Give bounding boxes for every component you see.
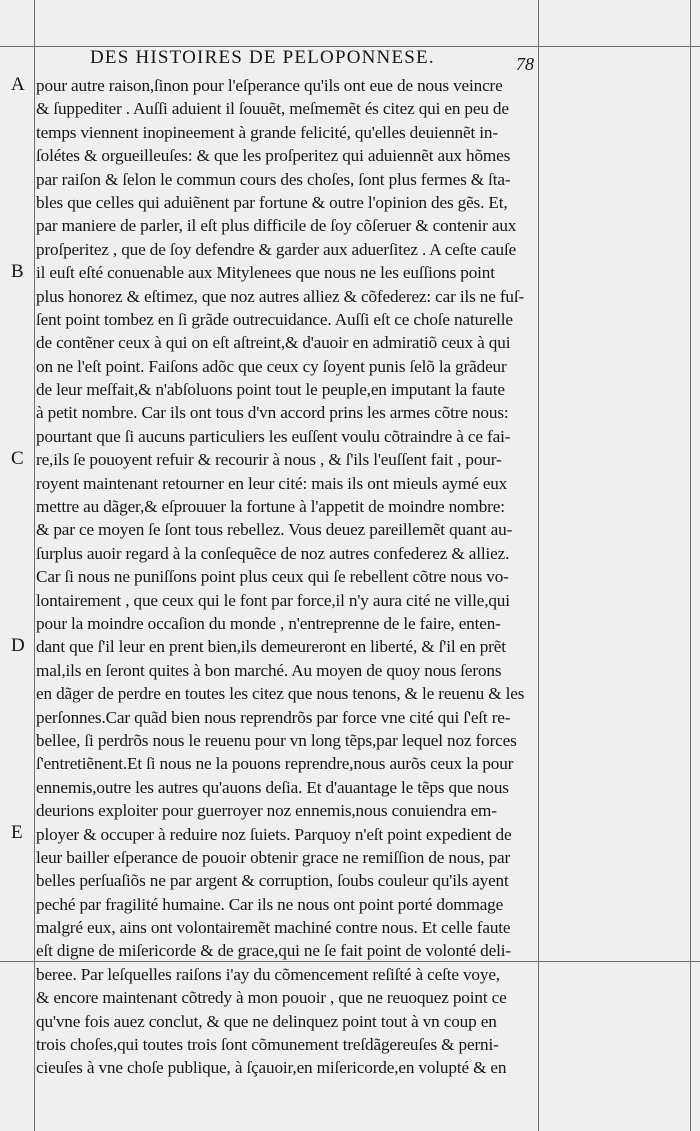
text-line: & par ce moyen ſe ſont tous rebellez. Vous deuez pareillemẽt quant au- (36, 520, 513, 540)
text-line: mal,ils en ſeront quites à bon marché. Au moyen de quoy nous ſerons (36, 660, 502, 680)
text-line: & ſuppediter . Auſſi aduient il ſouuẽt, meſmemẽt és citez qui en peu de (36, 99, 509, 119)
text-line: de contẽner ceux à qui on eſt aſtreint,& d'auoir en admiratiõ ceux à qui (36, 333, 511, 353)
margin-letter-c: C (11, 448, 24, 469)
text-line: mettre au dãger,& eſprouuer la fortune à l'appetit de moindre nombre: (36, 497, 505, 517)
text-line: bellee, ſi perdrõs nous le reuenu pour vn long tẽps,par lequel noz forces (36, 730, 517, 750)
text-line: re,ils ſe pouoyent refuir & recourir à nous , & ſ'ils l'euſſent fait , pour- (36, 450, 502, 470)
text-line: ſolétes & orgueilleuſes: & que les proſperitez qui aduiennẽt aux hõmes (36, 146, 511, 166)
text-line: dant que ſ'il leur en prent bien,ils demeureront en liberté, & ſ'il en prẽt (36, 637, 506, 657)
text-line: beree. Par leſquelles raiſons i'ay du cõmencement reſiſté à ceſte voye, (36, 964, 500, 984)
running-head: DES HISTOIRES DE PELOPONNESE. (90, 47, 435, 68)
margin-letter-d: D (11, 635, 25, 656)
text-line: proſperitez , que de ſoy defendre & garder aux aduerſitez . A ceſte cauſe (36, 239, 517, 259)
text-line: ennemis,outre les autres qu'auons deſia. Et d'auantage le tẽps que nous (36, 777, 509, 797)
text-line: malgré eux, ains ont volontairemẽt machiné contre nous. Et celle faute (36, 918, 511, 938)
text-line: en dãger de perdre en toutes les citez que nous tenons, & le reuenu & les (36, 684, 525, 704)
body-text (36, 74, 534, 1080)
margin-letter-a: A (11, 74, 25, 95)
text-line: pour la moindre occaſion du monde , n'entreprenne de le faire, enten- (36, 613, 501, 633)
text-line: trois choſes,qui toutes trois ſont cõmunement treſdãgereuſes & perni- (36, 1035, 499, 1055)
page-number: 78 (516, 54, 534, 74)
text-line: belles perſuaſiõs ne par argent & corruption, ſoubs couleur qu'ils ayent (36, 871, 509, 891)
text-line: leur bailler eſperance de pouoir obtenir grace ne remiſſion de nous, par (36, 847, 511, 867)
text-line: de leur meſfait,& n'abſoluons point tout le peuple,en imputant la faute (36, 380, 505, 400)
text-line: bles que celles qui aduiẽnent par fortune & outre l'opinion des gẽs. Et, (36, 192, 508, 212)
margin-letter-e: E (11, 822, 23, 843)
text-line: pour autre raison,ſinon pour l'eſperance qu'ils ont eue de nous veincre (36, 76, 503, 95)
text-line: qu'vne fois auez conclut, & que ne delinquez point tout à vn coup en (36, 1011, 497, 1031)
text-line: à petit nombre. Car ils ont tous d'vn accord prins les armes cõtre nous: (36, 403, 509, 423)
text-line: Car ſi nous ne puniſſons point plus ceux qui ſe rebellent cõtre nous vo- (36, 567, 509, 587)
text-line: peché par fragilité humaine. Car ils ne nous ont point porté dommage (36, 894, 504, 914)
text-line: royent maintenant retourner en leur cité: mais ils ont mieuls aymé eux (36, 473, 508, 493)
text-line: il euſt eſté conuenable aux Mitylenees que nous ne les euſſions point (36, 263, 495, 283)
text-line: ſent point tombez en ſi grãde outrecuidance. Auſſi eſt ce choſe naturelle (36, 309, 513, 329)
text-line: ſurplus auoir regard à la conſequẽce de noz autres confederez & alliez. (36, 543, 510, 563)
text-line: ſ'entretiẽnent.Et ſi nous ne la pouons reprendre,nous aurõs ceux la pour (36, 754, 514, 774)
text-line: par maniere de parler, il eſt plus difficile de ſoy cõſeruer & contenir aux (36, 216, 517, 236)
text-line: ployer & occuper à reduire noz ſuiets. Parquoy n'eſt point expedient de (36, 824, 512, 844)
text-line: on ne l'eſt point. Faiſons adõc que ceux cy ſoyent punis ſelõ la grãdeur (36, 356, 507, 376)
text-line: deurions exploiter pour guerroyer noz ennemis,nous conuiendra em- (36, 801, 497, 821)
text-line: perſonnes.Car quãd bien nous reprendrõs par force vne cité qui ſ'eſt re- (36, 707, 511, 727)
text-line: lontairement , que ceux qui le font par force,il n'y aura cité ne ville,qui (36, 590, 510, 610)
text-line: par raiſon & ſelon le commun cours des choſes, ſont plus fermes & ſta- (36, 169, 511, 189)
text-line: cieuſes à vne choſe publique, à ſçauoir,en miſericorde,en volupté & en (36, 1058, 507, 1078)
margin-letter-b: B (11, 261, 24, 282)
text-line: temps viennent inopineement à grande felicité, qu'elles deuiennẽt in- (36, 122, 498, 142)
text-line: pourtant que ſi aucuns particuliers les euſſent voulu cõtraindre à ce fai- (36, 426, 511, 446)
text-line: & encore maintenant cõtredy à mon pouoir , que ne reuoquez point ce (36, 988, 507, 1008)
text-line: eſt digne de miſericorde & de grace,qui ne ſe fait point de volonté deli- (36, 941, 511, 961)
text-line: plus honorez & eſtimez, que noz autres alliez & cõfederez: car ils ne fuſ- (36, 286, 525, 306)
